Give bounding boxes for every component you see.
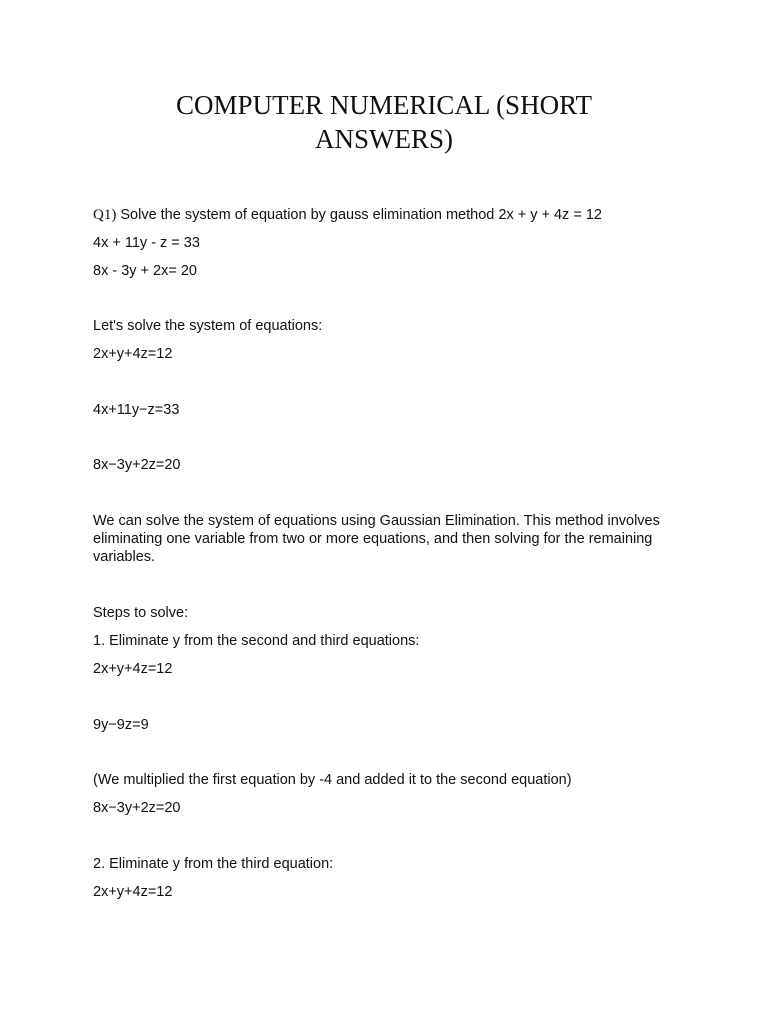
question-text: Solve the system of equation by gauss elimination method 2x + y + 4z = 12	[116, 207, 602, 223]
method-paragraph: We can solve the system of equations using Gaussian Elimination. This method involves eliminating one variable from two or more equations, and then solving for the remaining variables.	[93, 513, 660, 565]
step-1-heading: 1. Eliminate y from the second and third equations:	[93, 633, 420, 649]
answer-intro: Let's solve the system of equations:	[93, 318, 323, 334]
steps-heading: Steps to solve:	[93, 605, 189, 621]
document-title-line-2: ANSWERS)	[314, 124, 453, 154]
answer-equation-1: 2x+y+4z=12	[93, 346, 173, 362]
step-1-equation-3: 8x−3y+2z=20	[93, 800, 181, 816]
question-equation-2: 4x + 11y - z = 33	[93, 235, 200, 251]
step-1-note: (We multiplied the first equation by -4 and added it to the second equation)	[93, 772, 572, 788]
step-1-equation-2: 9y−9z=9	[93, 717, 149, 733]
answer-equation-3: 8x−3y+2z=20	[93, 457, 181, 473]
step-2-heading: 2. Eliminate y from the third equation:	[93, 856, 334, 872]
answer-equation-2: 4x+11y−z=33	[93, 402, 180, 418]
step-1-equation-1: 2x+y+4z=12	[93, 661, 173, 677]
question-equation-3: 8x - 3y + 2x= 20	[93, 263, 197, 279]
document-title-line-1: COMPUTER NUMERICAL (SHORT	[176, 90, 592, 120]
question-line	[93, 206, 602, 224]
step-2-equation-1: 2x+y+4z=12	[93, 884, 173, 900]
question-number: Q1)	[93, 207, 117, 223]
